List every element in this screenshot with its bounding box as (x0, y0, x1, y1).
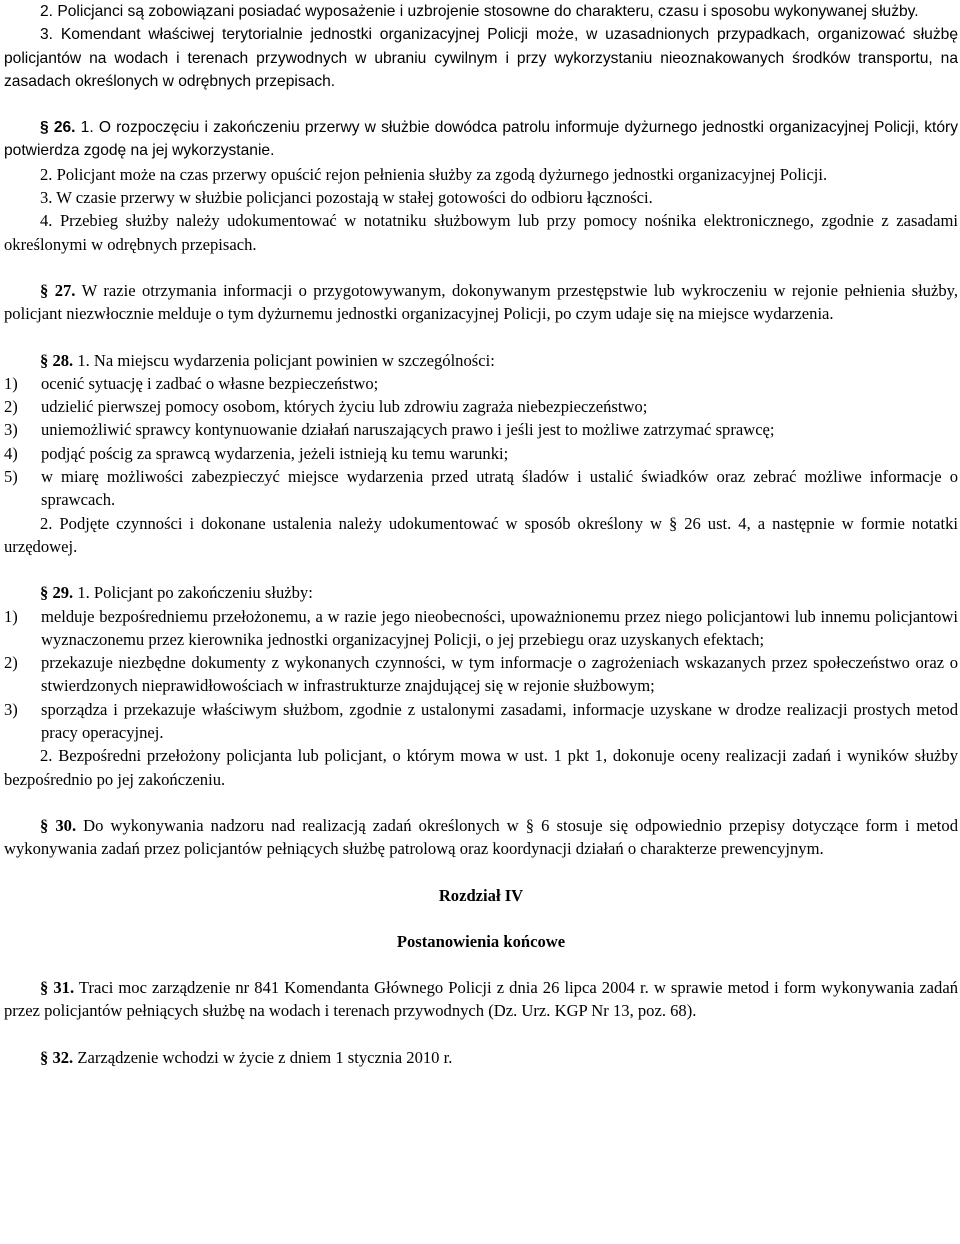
list-item: 2) udzielić pierwszej pomocy osobom, których życiu lub zdrowiu zagraża niebezpieczeństwo; (4, 397, 648, 417)
section-26-mark: § 26. (40, 119, 76, 137)
paragraph-top-3: 3. Komendant właściwej terytorialnie jednostki organizacyjnej Policji może, w uzasadnionych przypadkach, organizować służbę policjantów na wodach i terenach przywodnych w ubraniu cywilnym i przy wykorzystaniu nieoznakowanych środków transportu, na zasadach określonych w odrębnych przepisach. (4, 26, 958, 90)
section-27-mark: § 27. (40, 280, 76, 300)
section-29-mark: § 29. (40, 583, 74, 603)
section-29-para-2: 2. Bezpośredni przełożony policjanta lub policjant, o którym mowa w ust. 1 pkt 1, dokonuje oceny realizacji zadań i wyników służby bezpośrednio po jej zakończeniu. (4, 746, 958, 789)
section-30: § 30. Do wykonywania nadzoru nad realizacją zadań określonych w § 6 stosuje się odpowiednio przepisy dotyczące form i metod wykonywania zadań przez policjantów pełniących służbę patrolową oraz koordynacji działań o charakterze prewencyjnym. (4, 815, 959, 859)
section-32: § 32. Zarządzenie wchodzi w życie z dniem 1 stycznia 2010 r. (40, 1047, 453, 1067)
section-26-para-2: 2. Policjant może na czas przerwy opuścić rejon pełnienia służby za zgodą dyżurnego jednostki organizacyjnej Policji. (40, 164, 828, 184)
section-26-para-1: § 26. 1. O rozpoczęciu i zakończeniu przerwy w służbie dowódca patrolu informuje dyżurnego jednostki organizacyjnej Policji, który potwierdza zgodę na jej wykorzystanie. (4, 119, 958, 160)
section-29-list (4, 605, 958, 745)
section-28-list (4, 372, 958, 512)
list-item: 1) ocenić sytuację i zadbać o własne bezpieczeństwo; (4, 373, 379, 393)
section-26-para-4: 4. Przebieg służby należy udokumentować w notatniku służbowym lub przy pomocy nośnika elektronicznego, zgodnie z zasadami określonymi w odrębnych przepisach. (4, 211, 958, 254)
list-item: 2) przekazuje niezbędne dokumenty z wykonanych czynności, w tym informacje o zagrożeniach wskazanych przez społeczeństwo oraz o stwierdzonych nieprawidłowościach w infrastrukturze znajdującej się w rejonie służbowym; (4, 653, 958, 696)
list-item: 3) uniemożliwić sprawcy kontynuowanie działań naruszających prawo i jeśli jest to możliwe zatrzymać sprawcę; (4, 420, 775, 440)
list-item: 4) podjąć pościg za sprawcą wydarzenia, jeżeli istnieją ku temu warunki; (4, 443, 509, 463)
section-29-intro: § 29. 1. Policjant po zakończeniu służby: (40, 583, 313, 603)
section-31-mark: § 31. (40, 978, 75, 998)
chapter-number: Rozdział IV (438, 885, 524, 905)
list-item: 5) w miarę możliwości zabezpieczyć miejsce wydarzenia przed utratą śladów i ustalić świadków oraz zebrać możliwe informacje o sprawcach. (4, 467, 958, 510)
chapter-title: Postanowienia końcowe (396, 931, 566, 951)
section-30-mark: § 30. (40, 815, 77, 835)
list-item: 3) sporządza i przekazuje właściwym służbom, zgodnie z ustalonymi zasadami, informacje uzyskane w drodze realizacji prostych metod pracy operacyjnej. (4, 699, 958, 743)
document-page (4, 0, 958, 1069)
section-28-para-2: 2. Podjęte czynności i dokonane ustalenia należy udokumentować w sposób określony w § 26 ust. 4, a następnie w formie notatki urzędowej. (4, 513, 958, 556)
section-27: § 27. W razie otrzymania informacji o przygotowywanym, dokonywanym przestępstwie lub wykroczeniu w rejonie pełnienia służby, policjant niezwłocznie melduje o tym dyżurnemu jednostki organizacyjnej Policji, po czym udaje się na miejsce wydarzenia. (4, 280, 959, 324)
section-32-mark: § 32. (40, 1047, 74, 1067)
section-26-para-3: 3. W czasie przerwy w służbie policjanci pozostają w stałej gotowości do odbioru łączności. (40, 188, 653, 208)
paragraph-top-2: 2. Policjanci są zobowiązani posiadać wyposażenie i uzbrojenie stosowne do charakteru, czasu i sposobu wykonywanej służby. (40, 3, 919, 20)
section-28-intro: § 28. 1. Na miejscu wydarzenia policjant powinien w szczególności: (40, 350, 495, 370)
section-28-mark: § 28. (40, 350, 74, 370)
section-31: § 31. Traci moc zarządzenie nr 841 Komendanta Głównego Policji z dnia 26 lipca 2004 r. w sprawie metod i form wykonywania zadań przez policjantów pełniących służbę na wodach i terenach przywodnych (Dz. Urz. KGP Nr 13, poz. 68). (4, 978, 959, 1021)
list-item: 1) melduje bezpośredniemu przełożonemu, a w razie jego nieobecności, upoważnionemu przez niego policjantowi lub innemu policjantowi wyznaczonemu przez kierownika jednostki organizacyjnej Policji, o jej przebiegu oraz uzyskanych efektach; (4, 606, 958, 649)
